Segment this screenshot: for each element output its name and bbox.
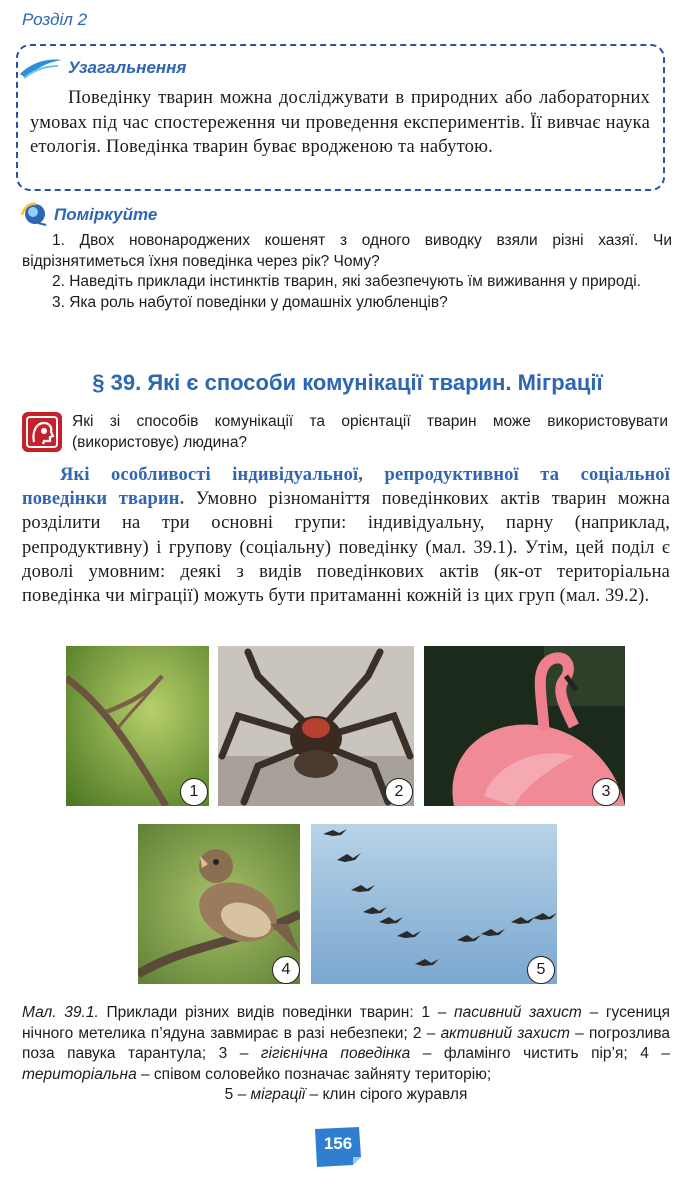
photo-number-2: 2 [385,778,413,806]
caption-term: територіальна [22,1065,137,1083]
paragraph-heading: § 39. Які є способи комунікації тварин. Міграції [92,370,603,395]
body-paragraph [22,463,670,608]
caption-text: – гусениця нічного метелика п’ядуна завмирає в разі небезпеки; 2 – [22,1004,670,1042]
question-list [22,231,672,313]
summary-text: Поведінку тварин можна досліджувати в природних або лабораторних умовах під час спостереження чи проведення експериментів. Її вивчає наука етологія. Поведінка тварин буває вродженою та набутою. [30,88,650,157]
photo-number-5: 5 [527,956,555,984]
photo-tarantula [218,646,414,806]
caption-label: Мал. 39.1. [22,1004,99,1021]
photo-cranes [311,824,557,984]
caption-term: міграції [250,1086,306,1103]
caption-last-line [22,1085,670,1106]
task-text: Які зі способів комунікації та орієнтації тварин може використовувати (використовує) людина? [72,413,668,451]
paragraph-body: Умовно різноманіття поведінкових актів тварин можна розділити на три основні групи: індивідуальну, парну (наприклад, репродуктивну) і групову (соціальну) поведінку (мал. 39.1). Утім, цей поділ є доволі умовним: деякі з видів поведінкових актів (як-от територіальна поведінка чи міграції) можуть бути притаманні кожній із цих груп (мал. 39.2). [22,489,670,607]
think-icon [20,201,48,227]
question-item: 3. Яка роль набутої поведінки у домашніх улюбленців? [52,293,448,311]
caption-body [22,1003,670,1085]
section-label: Розділ 2 [22,10,88,29]
caption-text: Приклади різних видів поведінки тварин: 1 – [98,1004,455,1021]
photo-number-1: 1 [180,778,208,806]
page-number: 156 [323,1134,353,1153]
caption-term: гігієнічна поведінка [260,1045,411,1062]
figure-caption [22,1003,670,1106]
caption-term: активний захист [440,1024,570,1042]
caption-text: – клин сірого журавля [305,1086,468,1103]
question-item: 1. Двох новонароджених кошенят з одного виводку взяли різні хазяї. Чи відрізнятиметься їхня поведінка через рік? Чому? [22,232,672,270]
caption-text: – співом соловейко позначає зайняту територію; [136,1065,492,1083]
paragraph-lead: Які особливості індивідуальної, репродуктивної та соціальної поведінки тварин. [22,465,670,510]
caption-text: 5 – [224,1086,251,1103]
caption-text: – погрозлива поза павука тарантула; 3 – [22,1024,671,1062]
task-head-icon [22,412,62,452]
question-item: 2. Наведіть приклади інстинктів тварин, які забезпечують їм виживання у природі. [52,273,641,290]
caption-term: пасивний захист [454,1004,582,1021]
caption-text: – фламінго чистить пір’я; 4 – [410,1045,670,1062]
summary-title: Узагальнення [68,58,187,77]
think-title: Поміркуйте [54,205,158,224]
photo-number-4: 4 [272,956,300,984]
photo-number-3: 3 [592,778,620,806]
swoosh-icon [18,54,64,80]
